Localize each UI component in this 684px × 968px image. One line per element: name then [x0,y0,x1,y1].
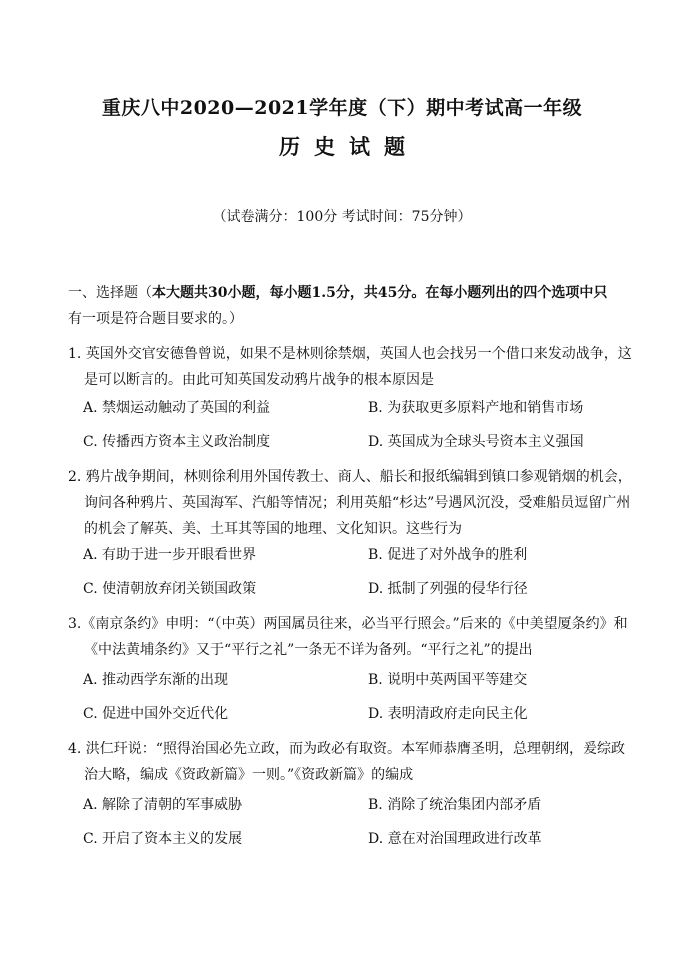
option-b: B. 为获取更多原料产地和销售市场 [368,400,584,416]
section-instruction: 本大题共30小题，每小题1.5分，共45分。在每小题列出的四个选项中只 [152,285,608,301]
subject-title: 历史试题 [279,134,419,159]
option-b: B. 促进了对外战争的胜利 [368,547,528,563]
option-a: A. 有助于进一步开眼看世界 [83,547,257,563]
option-d: D. 英国成为全球头号资本主义强国 [368,434,584,450]
question-stem: 3.《南京条约》申明：“（中英）两国属员往来，必当平行照会。”后来的《中美望厦条约》和《中法黄埔条约》又于“平行之礼”一条无不详为备列。“平行之礼”的提出 [68,616,628,658]
option-a: A. 解除了清朝的军事威胁 [83,797,243,813]
question-stem: 1. 英国外交官安德鲁曾说，如果不是林则徐禁烟，英国人也会找另一个借口来发动战争，这是可以断言的。由此可知英国发动鸦片战争的根本原因是 [68,346,632,388]
option-b: B. 消除了统治集团内部矛盾 [368,797,542,813]
option-d: D. 意在对治国理政进行改革 [368,831,542,847]
question-4 [68,736,634,788]
option-c: C. 使清朝放弃闭关锁国政策 [83,581,257,597]
question-2 [68,464,634,542]
question-stem: 2. 鸦片战争期间，林则徐利用外国传教士、商人、船长和报纸编辑到镇口参观销烟的机会，询问各种鸦片、英国海军、汽船等情况；利用英船“杉达”号遇风沉没，受难船员逗留广州的机会了解英、美、土耳其等国的地理、文化知识。这些行为 [68,469,632,537]
exam-info: （试卷满分：100分 考试时间：75分钟） [212,209,472,225]
section-heading [68,280,628,332]
option-c: C. 开启了资本主义的发展 [83,831,243,847]
option-c: C. 传播西方资本主义政治制度 [83,434,271,450]
option-b: B. 说明中英两国平等建交 [368,672,528,688]
section-lead: 一、选择题（ [68,285,152,301]
option-d: D. 表明清政府走向民主化 [368,706,528,722]
option-a: A. 禁烟运动触动了英国的利益 [83,400,271,416]
option-c: C. 促进中国外交近代化 [83,706,229,722]
section-instruction-line2: 有一项是符合题目要求的。） [68,311,243,327]
question-stem: 4. 洪仁玕说：“照得治国必先立政，而为政必有取资。本军师恭膺圣明，总理朝纲，爰综政治大略，编成《资政新篇》一则。”《资政新篇》的编成 [68,741,625,783]
option-a: A. 推动西学东渐的出现 [83,672,229,688]
question-3 [68,611,634,663]
exam-title: 重庆八中2020—2021学年度（下）期中考试高一年级 [101,97,583,119]
question-1 [68,341,634,393]
option-d: D. 抵制了列强的侵华行径 [368,581,528,597]
